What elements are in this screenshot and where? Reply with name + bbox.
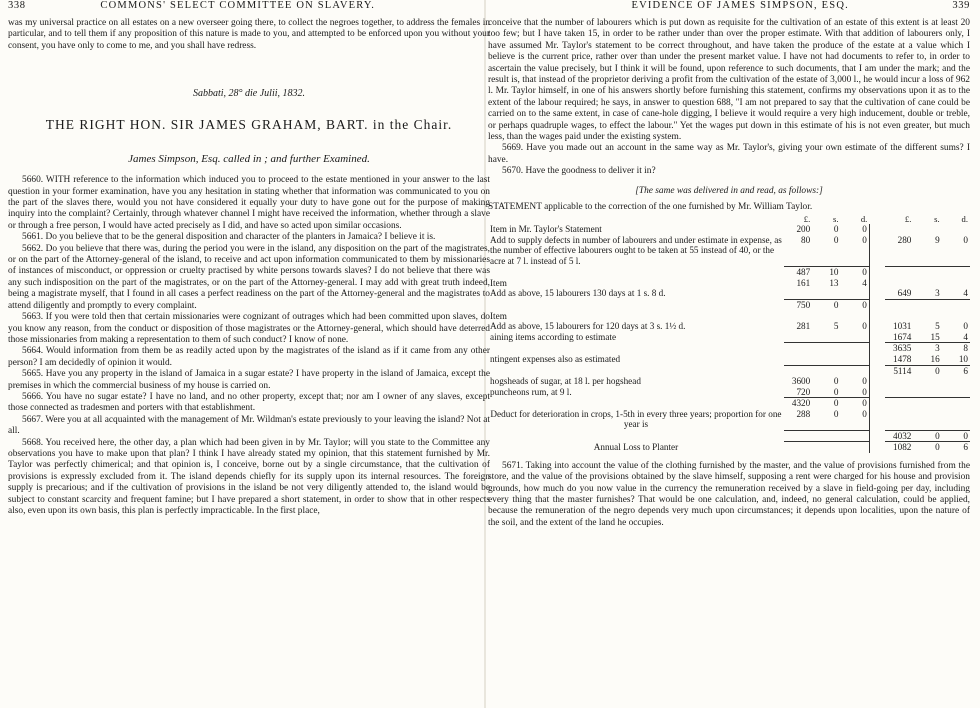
inner-amount: [812, 288, 840, 299]
inner-amount: 487: [784, 267, 812, 278]
inner-amount: [784, 311, 812, 322]
inner-amount: [812, 343, 840, 354]
outer-amount: [942, 224, 970, 235]
outer-amount: [942, 398, 970, 409]
inner-amount: 0: [862, 376, 867, 387]
unit-label: s.: [934, 213, 940, 224]
outer-amount: 3: [935, 288, 940, 299]
statement-table: [488, 214, 970, 453]
statement-row: [488, 387, 970, 398]
question-5661: 5661. Do you believe that to be the general disposition and character of the planters in Jamaica? I believe it is.: [22, 232, 436, 243]
inner-amount: 0: [833, 234, 839, 245]
inner-amount: 0: [862, 321, 867, 332]
outer-amount: 1478: [893, 353, 912, 364]
outer-amount: 649: [897, 288, 912, 299]
outer-amount: [942, 299, 970, 310]
inner-amount: [841, 430, 870, 442]
outer-amount: [942, 267, 970, 278]
outer-amount: 4: [963, 331, 968, 342]
statement-row-label: Deduct for deterioration in crops, 1-5th in every three years; proportion for one year is: [490, 408, 782, 430]
page-number: 338: [8, 0, 26, 11]
statement-row-label: [488, 343, 784, 354]
inner-amount: 80: [801, 234, 811, 245]
outer-amount: 1674: [893, 331, 912, 342]
outer-amount: 4: [963, 288, 968, 299]
outer-amount: 280: [897, 234, 912, 245]
inner-amount: [784, 365, 812, 376]
outer-amount: [913, 398, 941, 409]
statement-row: [488, 430, 970, 442]
inner-amount: [812, 430, 840, 442]
outer-amount: 0: [913, 430, 941, 442]
inner-amount: [812, 311, 840, 322]
outer-amount: 10: [958, 353, 968, 364]
outer-amount: [885, 278, 913, 289]
question-5665: 5665. Have you any property in the island of Jamaica in a sugar estate? I have property in the island of Jamaica, except the premises in which the commercial business of my house is carried on.: [8, 369, 490, 391]
inner-amount: [841, 442, 870, 453]
left-page: [8, 0, 490, 708]
outer-amount: [942, 311, 970, 322]
inner-amount: 0: [862, 386, 867, 397]
running-title: EVIDENCE OF JAMES SIMPSON, ESQ.: [631, 0, 849, 11]
statement-row: [488, 311, 970, 322]
outer-amount: [885, 267, 913, 278]
inner-amount: [784, 343, 812, 354]
continuation-paragraph: conceive that the number of labourers which is put down as requisite for the cultivation of an estate of this extent is at least 20 too few; but I have taken 15, in order to be rather under than over the proper estimate. With that addition of labourers only, I have assumed Mr. Taylor's statement to be correct throughout, and have taken the produce of the estate at a value which I believe is the current price, rather over than under the present market value. I have not had documents to refer to, in order to ascertain the value precisely, but I think it will be found, upon reference to such documents, that I am under the mark; and the result is, that instead of the proprietor deriving a profit from the cultivation of the estate of 3,000 l., he would incur a loss of 962 l. Mr. Taylor himself, in one of his answers shortly before furnishing this statement, confirms my observations upon it as to the extent of the labour required; he says, in answer to question 688, "I am not prepared to say that the cultivation of cane could be carried on to the same extent, in case of cane-hole digging, I believe it would require a very high inducement, double or treble, or perhaps quadruple wages, to effect the labour." Yet the wages put down in this estimate of his is not even greater, but much less, than the wages paid under the existing system.: [488, 18, 970, 143]
statement-row: [488, 365, 970, 376]
question-5671: 5671. Taking into account the value of the clothing furnished by the master, and the value of provisions furnished from the store, and the value of the provisions obtained by the slave himself, supposing a rent were charged for his house and provision grounds, how much do you now value in the currency the remuneration received by a slave in field-going per day, including every thing that the master furnishes? That would be one calculation, and, indeed, no general calculation, could be applied, because the remuneration of the negro depends very much upon circumstances; it depends upon localities, upon the nature of the soil, and the extent of the land he occupies.: [488, 460, 970, 528]
inner-amount: 161: [796, 277, 811, 288]
outer-amount: 8: [942, 343, 970, 354]
inner-amount: [784, 442, 812, 453]
inner-amount: 0: [833, 408, 839, 419]
session-date: Sabbati, 28° die Julii, 1832.: [192, 88, 306, 100]
inner-amount: [784, 430, 812, 442]
inner-amount: 0: [862, 224, 867, 235]
statement-row-label: Add as above, 15 labourers for 120 days at 3 s. 1½ d.: [490, 321, 686, 332]
question-5670: 5670. Have the goodness to deliver it in?: [502, 166, 656, 177]
outer-amount: 0: [913, 442, 941, 453]
outer-amount: 3: [913, 343, 941, 354]
inner-amount: 10: [812, 267, 840, 278]
outer-amount: [942, 387, 970, 398]
right-page-header: [488, 0, 970, 18]
statement-row: [488, 354, 970, 365]
question-5668: 5668. You received here, the other day, a plan which had been given in by Mr. Taylor; will you state to the Committee any observations you have to make upon that plan? I think I have already stated my opinion, that this statement furnished by Mr. Taylor was perfectly chimerical; and that opinion is, I conceive, borne out by a single circumstance, that the cultivation of provisions is expressly excluded from it. The island depends chiefly for its supply upon its internal resources. The foreign supply is precarious; and if the cultivation of provisions in the island be not very diligently attended to, the island would be subject to constant scarcity and frequent famine; but I have prepared a short statement, in order to show that in other respects also, even upon its own basis, this plan is perfectly impracticable. In the first place,: [8, 437, 490, 516]
statement-row: [488, 288, 970, 299]
outer-amount: 0: [963, 321, 968, 332]
outer-amount: [885, 409, 913, 430]
statement-row: [488, 376, 970, 387]
outer-amount: [885, 311, 913, 322]
outer-amount: [885, 224, 913, 235]
currency-header-row: [488, 214, 970, 225]
statement-row: [488, 332, 970, 343]
statement-row: [488, 278, 970, 289]
statement-row-label: Item: [490, 310, 507, 321]
outer-amount: 16: [930, 353, 940, 364]
inner-amount: 0: [841, 398, 870, 409]
running-title: COMMONS' SELECT COMMITTEE ON SLAVERY.: [100, 0, 376, 11]
question-5662: 5662. Do you believe that there was, during the period you were in the island, any disposition on the part of the magistrates, or on the part of the Attorney-general of the island, to receive and act upon information communicated to them by missionaries of instances of misconduct, or oppression or cruelty practised by white persons towards slaves? I do not believe that there was any such indisposition on the part of the magistrates, or on the part of the Attorney-general. I may add with great truth indeed, being a magistrate myself, that I found in all cases a perfect readiness on the part of the Attorney-general and the magistrates to attend diligently and promptly to every complaint.: [8, 243, 490, 311]
outer-amount: 3635: [885, 343, 913, 354]
left-page-header: [8, 0, 490, 18]
outer-amount: [913, 267, 941, 278]
inner-amount: [841, 365, 870, 376]
statement-row: [488, 409, 970, 430]
statement-row-label: Item: [490, 277, 507, 288]
statement-row-label: Add to supply defects in number of labourers and under estimate in expense, as the number of effective labourers ought to be taken at 55 instead of 40, or the acre at 7 l. instead of 5 l.: [490, 234, 782, 267]
outer-amount: 5: [935, 321, 940, 332]
inner-amount: 0: [833, 386, 839, 397]
outer-amount: [913, 224, 941, 235]
outer-amount: [913, 299, 941, 310]
inner-amount: 200: [796, 224, 811, 235]
outer-amount: 1082: [885, 442, 913, 453]
chair-heading: THE RIGHT HON. SIR JAMES GRAHAM, BART. in the Chair.: [45, 117, 453, 133]
outer-amount: 1031: [893, 321, 912, 332]
inner-amount: 5: [833, 321, 839, 332]
outer-amount: [913, 376, 941, 387]
inner-amount: [784, 332, 812, 343]
inner-amount: [784, 288, 812, 299]
inner-amount: 281: [796, 321, 811, 332]
inner-amount: 0: [862, 408, 867, 419]
unit-label: d.: [961, 213, 968, 224]
statement-row: [488, 235, 970, 267]
question-5666: 5666. You have no sugar estate? I have no land, and no other property, except that; nor am I owner of any slaves, except those connected as tradesmen and porters with that establishment.: [8, 391, 490, 414]
statement-row: [488, 442, 970, 453]
inner-amount: [812, 354, 840, 365]
outer-amount: 9: [935, 234, 940, 245]
statement-row: [488, 224, 970, 235]
outer-amount: [942, 376, 970, 387]
right-page: [488, 0, 970, 708]
outer-amount: 6: [942, 442, 970, 453]
question-5663: 5663. If you were told then that certain missionaries were cognizant of outrages which had been committed upon slaves, do you know any reason, from the conduct or disposition of those magistrates or the Attorney-general, which should have deterred those missionaries from making a representation to them of such conduct? I know of none.: [8, 312, 490, 345]
statement-row-label: [488, 398, 784, 409]
statement-row-label: aining items according to estimate: [490, 331, 617, 342]
statement-row: [488, 267, 970, 278]
statement-row-label: puncheons rum, at 9 l.: [490, 386, 572, 397]
statement-row: [488, 321, 970, 332]
statement-row-label: [488, 365, 784, 376]
inner-amount: [841, 311, 870, 322]
unit-label: £.: [803, 213, 811, 224]
unit-label: d.: [860, 213, 868, 224]
outer-amount: 0: [942, 430, 970, 442]
outer-amount: [913, 387, 941, 398]
statement-row: [488, 299, 970, 310]
statement-row-label: Annual Loss to Planter: [593, 441, 679, 452]
outer-amount: 15: [930, 331, 940, 342]
question-5669: 5669. Have you made out an account in the same way as Mr. Taylor's, giving your own estimate of the different sums? I have.: [488, 143, 970, 165]
outer-amount: 0: [963, 234, 968, 245]
delivered-note: [The same was delivered in and read, as follows:]: [635, 185, 823, 196]
statement-row-label: Add as above, 15 labourers 130 days at 1 s. 8 d.: [490, 288, 666, 299]
inner-amount: 0: [812, 299, 840, 310]
statement-row-label: [488, 267, 784, 278]
inner-amount: 720: [796, 386, 811, 397]
witness-line: James Simpson, Esq. called in ; and further Examined.: [128, 153, 370, 166]
statement-row: [488, 343, 970, 354]
unit-label: s.: [833, 213, 839, 224]
statement-row-label: Item in Mr. Taylor's Statement: [490, 224, 602, 235]
statement-row-label: [488, 299, 784, 310]
inner-amount: [812, 442, 840, 453]
outer-amount: 0: [913, 365, 941, 376]
outer-amount: [942, 409, 970, 430]
inner-amount: [812, 365, 840, 376]
inner-amount: 0: [812, 398, 840, 409]
inner-amount: 3600: [791, 376, 811, 387]
inner-amount: 0: [833, 376, 839, 387]
outer-amount: [885, 398, 913, 409]
inner-amount: 288: [796, 408, 811, 419]
outer-amount: [913, 278, 941, 289]
inner-amount: [841, 354, 870, 365]
inner-amount: 0: [841, 267, 870, 278]
outer-amount: 4032: [885, 430, 913, 442]
opening-paragraph: was my universal practice on all estates on a new overseer going there, to collect the negroes together, to address the females in particular, and to tell them if any proposition of this nature is made to you, and attempted to be enforced upon you without your consent, you have only to come to me, and you shall have redress.: [8, 18, 490, 51]
statement-row-label: [488, 430, 784, 442]
outer-amount: [885, 299, 913, 310]
outer-amount: [942, 278, 970, 289]
inner-amount: [841, 288, 870, 299]
inner-amount: 4: [862, 277, 867, 288]
inner-amount: 0: [833, 224, 839, 235]
statement-row-label: hogsheads of sugar, at 18 l. per hogshead: [490, 376, 641, 387]
inner-amount: 13: [829, 277, 839, 288]
unit-label: £.: [904, 213, 912, 224]
outer-amount: 5114: [885, 365, 913, 376]
page-number: 339: [952, 0, 970, 11]
question-5660: 5660. WITH reference to the information which induced you to proceed to the estate mentioned in your answer to the last question in your former examination, have you any hesitation in stating whether that information was communicated to you on the part of the slaves there, would you not have considered it equally your duty to have gone out for the purpose of making inquiry into the complaint? Certainly, through whatever channel I might have received the information, whether through a slave or through a free person, I would have acted precisely as I did, and have so acted upon similar occasions.: [8, 175, 490, 231]
outer-amount: [885, 376, 913, 387]
statement-row-label: ntingent expenses also as estimated: [490, 353, 621, 364]
inner-amount: 750: [784, 299, 812, 310]
outer-amount: [913, 311, 941, 322]
outer-amount: [885, 387, 913, 398]
inner-amount: [812, 332, 840, 343]
statement-heading: STATEMENT applicable to the correction of the one furnished by Mr. William Taylor.: [488, 201, 813, 212]
outer-amount: [913, 409, 941, 430]
statement-row: [488, 398, 970, 409]
inner-amount: [841, 343, 870, 354]
outer-amount: 6: [942, 365, 970, 376]
question-5667: 5667. Were you at all acquainted with the management of Mr. Wildman's estate previously to your leaving the island? Not at all.: [8, 414, 490, 437]
inner-amount: [784, 354, 812, 365]
inner-amount: [841, 332, 870, 343]
question-5664: 5664. Would information from them be as readily acted upon by the magistrates of the island as if it came from any other person? I am decidedly of opinion it would.: [8, 346, 490, 368]
inner-amount: 0: [841, 299, 870, 310]
inner-amount: 0: [862, 234, 867, 245]
inner-amount: 4320: [784, 398, 812, 409]
